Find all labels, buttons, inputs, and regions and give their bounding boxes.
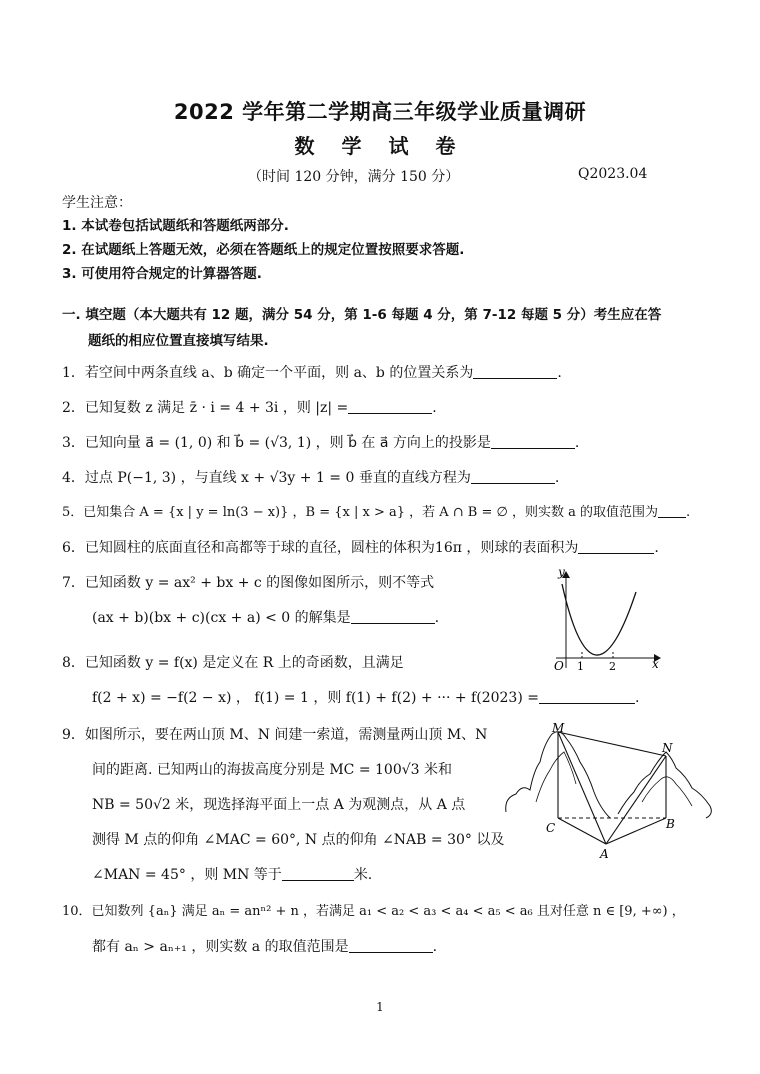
notice-item-2: 2. 在试题纸上答题无效，必须在答题纸上的规定位置按照要求答题.: [62, 242, 465, 258]
answer-blank-7: [351, 609, 435, 624]
question-7-line1: 7．已知函数 y = ax² + bx + c 的图像如图所示，则不等式: [62, 575, 435, 591]
exam-subtitle: 数 学 试 卷: [294, 134, 466, 158]
exam-title: 2022 学年第二学期高三年级学业质量调研: [173, 100, 587, 124]
q7-y-label: y: [558, 565, 565, 579]
notice-item-3: 3. 可使用符合规定的计算器答题.: [62, 266, 262, 282]
q7-tick-2: 2: [609, 660, 616, 673]
q9-label-B: B: [666, 817, 675, 831]
q9-right-mountain: [618, 752, 711, 818]
answer-blank-8: [539, 689, 635, 704]
q9-segment-CA: [558, 818, 606, 844]
question-7-line2: (ax + b)(bx + c)(cx + a) < 0 的解集是 .: [92, 610, 440, 626]
q9-label-A: A: [600, 847, 609, 861]
page-number: 1: [376, 1000, 384, 1014]
question-9-line4: 测得 M 点的仰角 ∠MAC = 60°, N 点的仰角 ∠NAB = 30° 以及: [92, 832, 505, 848]
section-heading-line1: 一. 填空题（本大题共有 12 题，满分 54 分，第 1-6 每题 4 分，第 7-12 每题 5 分）考生应在答: [62, 307, 662, 323]
answer-blank-5: [658, 503, 686, 518]
question-9-unit: 米.: [353, 867, 373, 883]
question-10-text: 都有 aₙ > aₙ₊₁ ，则实数 a 的取值范围是: [92, 939, 349, 955]
section-heading-line2: 题纸的相应位置直接填写结果.: [88, 333, 269, 349]
question-4: 4．过点 P(−1, 3) ，与直线 x + √3y + 1 = 0 垂直的直线方程为 .: [62, 470, 560, 486]
q7-x-label: x: [652, 657, 659, 671]
notice-item-1: 1. 本试卷包括试题纸和答题纸两部分.: [62, 218, 289, 234]
question-2-text: 2．已知复数 z 满足 z̄ · i = 4 + 3i ，则 |z| =: [62, 400, 349, 416]
question-5: 5．已知集合 A = {x | y = ln(3 − x)} ，B = {x | x > a} ，若 A ∩ B = ∅ ，则实数 a 的取值范围为 .: [62, 505, 691, 520]
question-7-text: (ax + b)(bx + c)(cx + a) < 0 的解集是: [92, 610, 351, 626]
question-6: 6．已知圆柱的底面直径和高都等于球的直径，圆柱的体积为16π ，则球的表面积为 .: [62, 540, 659, 556]
q9-segment-MN: [558, 732, 666, 756]
question-3-text: 3．已知向量 a⃗ = (1, 0) 和 b⃗ = (√3, 1) ，则 b⃗ 在 a⃗ 方向上的投影是: [62, 435, 491, 451]
answer-blank-3: [491, 434, 575, 449]
question-1-text: 1．若空间中两条直线 a、b 确定一个平面，则 a、b 的位置关系为: [62, 365, 474, 381]
question-9-line2: 间的距离. 已知两山的海拔高度分别是 MC = 100√3 米和: [92, 762, 453, 778]
q7-tick-1: 1: [577, 660, 584, 673]
q9-label-N: N: [662, 741, 673, 755]
question-8-line2: f(2 + x) = −f(2 − x) ， f(1) = 1 ，则 f(1) + f(2) + ··· + f(2023) = .: [92, 690, 640, 706]
answer-blank-6: [578, 539, 654, 554]
question-6-text: 6．已知圆柱的底面直径和高都等于球的直径，圆柱的体积为16π ，则球的表面积为: [62, 540, 579, 556]
answer-blank-10: [349, 938, 433, 953]
q9-label-M: M: [552, 722, 565, 735]
question-4-text: 4．过点 P(−1, 3) ，与直线 x + √3y + 1 = 0 垂直的直线方程为: [62, 470, 471, 486]
answer-blank-1: [473, 364, 557, 379]
question-8-text: f(2 + x) = −f(2 − x) ， f(1) = 1 ，则 f(1) + f(2) + ··· + f(2023) =: [92, 690, 539, 706]
q9-segment-MA: [558, 732, 606, 844]
question-2: 2．已知复数 z 满足 z̄ · i = 4 + 3i ，则 |z| = .: [62, 400, 437, 416]
question-5-text: 5．已知集合 A = {x | y = ln(3 − x)} ，B = {x | x > a} ，若 A ∩ B = ∅ ，则实数 a 的取值范围为: [62, 505, 658, 520]
question-10-line1: 10．已知数列 {aₙ} 满足 aₙ = anⁿ² + n ，若满足 a₁ < a₂ < a₃ < a₄ < a₅ < a₆ 且对任意 n ∈ [9, +∞) ，: [62, 904, 685, 919]
question-9-text: ∠MAN = 45° ，则 MN 等于: [92, 867, 282, 883]
question-9-line3: NB = 50√2 米，现选择海平面上一点 A 为观测点，从 A 点: [92, 797, 466, 813]
q7-parabola-curve: [562, 584, 636, 655]
q7-origin-label: O: [554, 659, 564, 673]
q7-parabola-graph: [540, 562, 680, 674]
answer-blank-9: [282, 866, 354, 881]
question-10-line2: 都有 aₙ > aₙ₊₁ ，则实数 a 的取值范围是 .: [92, 939, 438, 955]
answer-blank-4: [471, 469, 555, 484]
answer-blank-2: [348, 399, 432, 414]
q9-mountain-figure: [500, 722, 718, 862]
q9-label-C: C: [546, 821, 556, 835]
question-3: 3．已知向量 a⃗ = (1, 0) 和 b⃗ = (√3, 1) ，则 b⃗ 在 a⃗ 方向上的投影是 .: [62, 435, 580, 451]
time-info: （时间 120 分钟，满分 150 分）: [248, 169, 460, 185]
exam-code: Q2023.04: [578, 166, 648, 182]
question-8-line1: 8．已知函数 y = f(x) 是定义在 R 上的奇函数，且满足: [62, 655, 404, 671]
question-1: 1．若空间中两条直线 a、b 确定一个平面，则 a、b 的位置关系为 .: [62, 365, 562, 381]
question-9-line1: 9．如图所示，要在两山顶 M、N 间建一索道，需测量两山顶 M、N: [62, 727, 488, 743]
q9-right-mountain-inner: [642, 777, 692, 806]
question-9-line5: [92, 865, 372, 885]
notice-heading: 学生注意：: [62, 195, 132, 211]
